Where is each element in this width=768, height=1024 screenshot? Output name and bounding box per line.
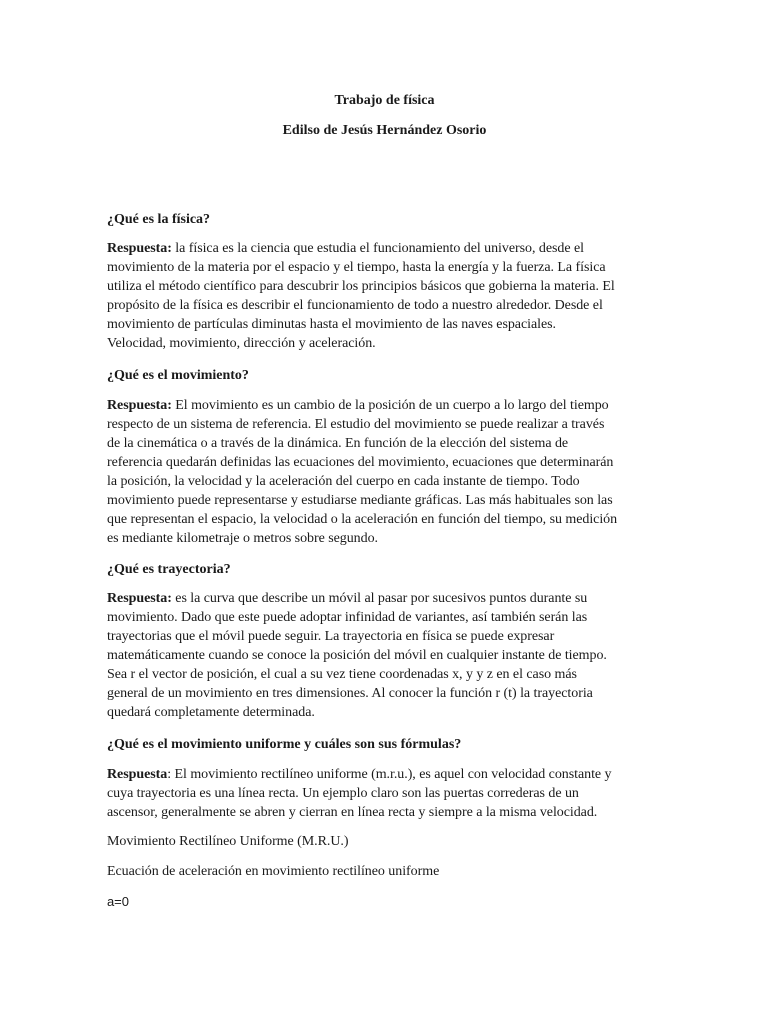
answer-text: matemáticamente cuando se conoce la posición del móvil en cualquier instante de tiempo. [107,648,607,663]
question-heading: ¿Qué es trayectoria? [107,562,231,577]
answer-text: referencia quedarán definidas las ecuaciones del movimiento, ecuaciones que determinarán [107,455,614,470]
answer-label: Respuesta: [107,241,172,256]
answer-text: la física es la ciencia que estudia el funcionamiento del universo, desde el [171,241,584,256]
answer-text: movimiento puede representarse y estudiarse mediante gráficas. Las más habituales son las [107,493,613,508]
answer-label: Respuesta: [107,398,172,413]
equation-caption: Ecuación de aceleración en movimiento rectilíneo uniforme [107,864,440,879]
answer-text: la posición, la velocidad y la aceleración del cuerpo en cada instante de tiempo. Todo [107,474,580,489]
answer-text: es mediante kilometraje o metros sobre segundo. [107,531,378,546]
answer-text: : El movimiento rectilíneo uniforme (m.r.u.), es aquel con velocidad constante y [167,767,612,782]
answer-label: Respuesta [107,767,168,782]
equation-text: a=0 [107,894,129,909]
answer-text: trayectorias que el móvil puede seguir. La trayectoria en física se puede expresar [107,629,555,644]
question-heading: ¿Qué es el movimiento? [107,368,249,383]
answer-paragraph [107,765,662,822]
answer-text: Sea r el vector de posición, el cual a su vez tiene coordenadas x, y y z en el caso más [107,667,577,682]
answer-text: movimiento. Dado que este puede adoptar infinidad de variantes, así también serán las [107,610,588,625]
mru-heading: Movimiento Rectilíneo Uniforme (M.R.U.) [107,834,349,849]
answer-text: utiliza el método científico para descubrir los principios básicos que gobierna la materia. El [107,279,615,294]
answer-text: que representan el espacio, la velocidad o la aceleración en función del tiempo, su medición [107,512,618,527]
answer-paragraph [107,396,662,548]
document-author: Edilso de Jesús Hernández Osorio [282,123,487,138]
answer-text: es la curva que describe un móvil al pasar por sucesivos puntos durante su [171,591,588,606]
answer-text: quedará completamente determinada. [107,705,315,720]
answer-text: movimiento de la materia por el espacio y el tiempo, hasta la energía y la fuerza. La física [107,260,606,275]
answer-text: Velocidad, movimiento, dirección y aceleración. [107,336,376,351]
answer-text: ascensor, generalmente se abren y cierran en línea recta y siempre a la misma velocidad. [107,805,598,820]
answer-text: cuya trayectoria es una línea recta. Un ejemplo claro son las puertas correderas de un [107,786,579,801]
answer-text: general de un movimiento en tres dimensiones. Al conocer la función r (t) la trayectoria [107,686,593,701]
question-heading: ¿Qué es la física? [107,212,211,227]
document-title: Trabajo de física [334,93,435,108]
answer-paragraph [107,589,662,722]
answer-label: Respuesta: [107,591,172,606]
answer-paragraph [107,239,662,353]
answer-text: El movimiento es un cambio de la posición de un cuerpo a lo largo del tiempo [171,398,609,413]
answer-text: propósito de la física es describir el funcionamiento de todo a nuestro alrededor. Desde el [107,298,603,313]
question-heading: ¿Qué es el movimiento uniforme y cuáles son sus fórmulas? [107,737,462,752]
answer-text: movimiento de partículas diminutas hasta el movimiento de las naves espaciales. [107,317,556,332]
answer-text: de la cinemática o a través de la dinámica. En función de la elección del sistema de [107,436,569,451]
answer-text: respecto de un sistema de referencia. El estudio del movimiento se puede realizar a través [107,417,605,432]
